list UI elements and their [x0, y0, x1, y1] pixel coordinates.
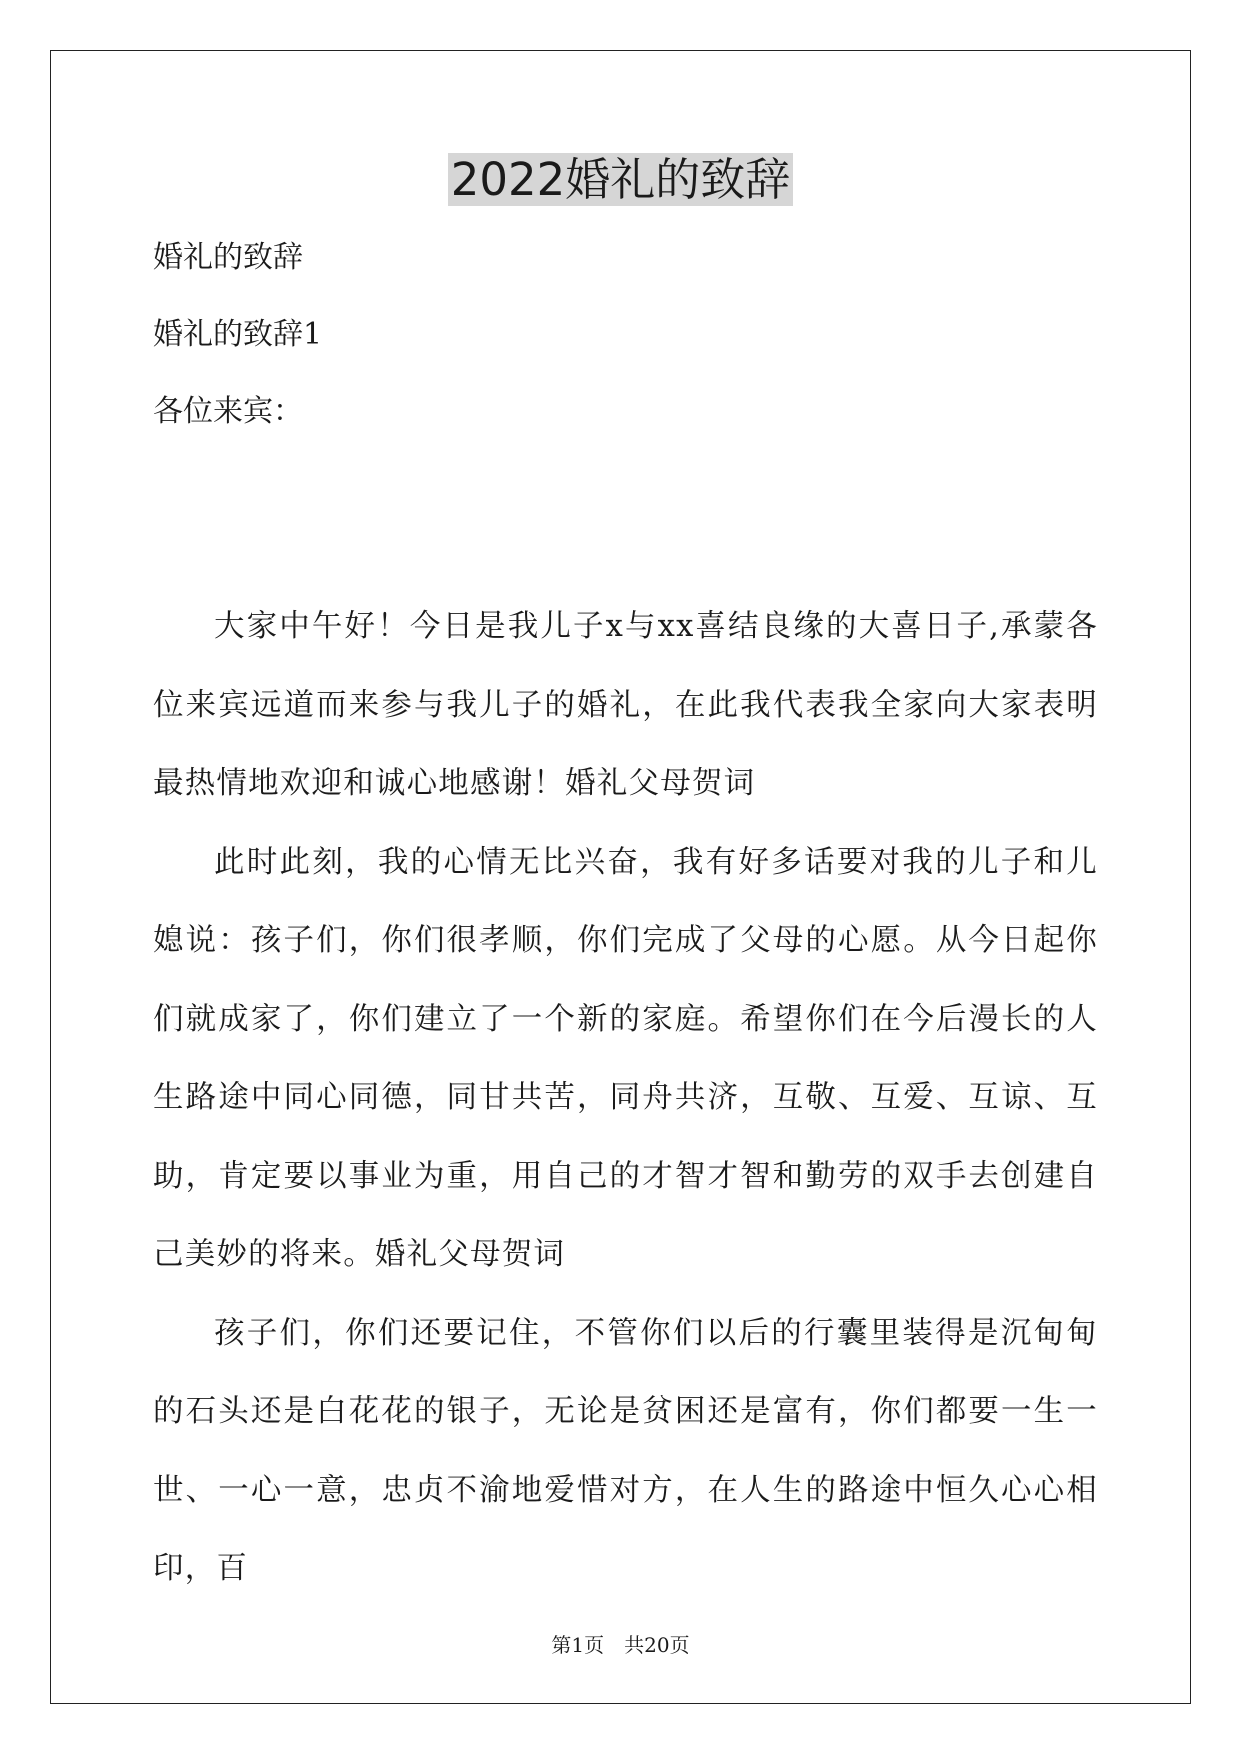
document-title	[0, 150, 1241, 210]
document-title-text: 2022婚礼的致辞	[448, 153, 794, 206]
paragraph: 此时此刻，我的心情无比兴奋，我有好多话要对我的儿子和儿媳说：孩子们，你们很孝顺，你们完成了父母的心愿。从今日起你们就成家了，你们建立了一个新的家庭。希望你们在今后漫长的人生路途中同心同德，同甘共苦，同舟共济，互敬、互爱、互谅、互助，肯定要以事业为重，用自己的才智才智和勤劳的双手去创建自己美妙的将来。婚礼父母贺词	[153, 844, 1098, 1272]
heading-line: 婚礼的致辞	[153, 240, 303, 275]
body-text	[153, 588, 1098, 1609]
salutation: 各位来宾：	[153, 394, 303, 429]
paragraph: 孩子们，你们还要记住，不管你们以后的行囊里装得是沉甸甸的石头还是白花花的银子，无论是贫困还是富有，你们都要一生一世、一心一意，忠贞不渝地爱惜对方，在人生的路途中恒久心心相印，百	[153, 1315, 1098, 1586]
page-number-footer: 第1页 共20页	[551, 1633, 690, 1657]
heading-line: 婚礼的致辞1	[153, 317, 323, 352]
paragraph: 大家中午好！今日是我儿子x与xx喜结良缘的大喜日子,承蒙各位来宾远道而来参与我儿子的婚礼，在此我代表我全家向大家表明最热情地欢迎和诚心地感谢！婚礼父母贺词	[153, 609, 1098, 801]
